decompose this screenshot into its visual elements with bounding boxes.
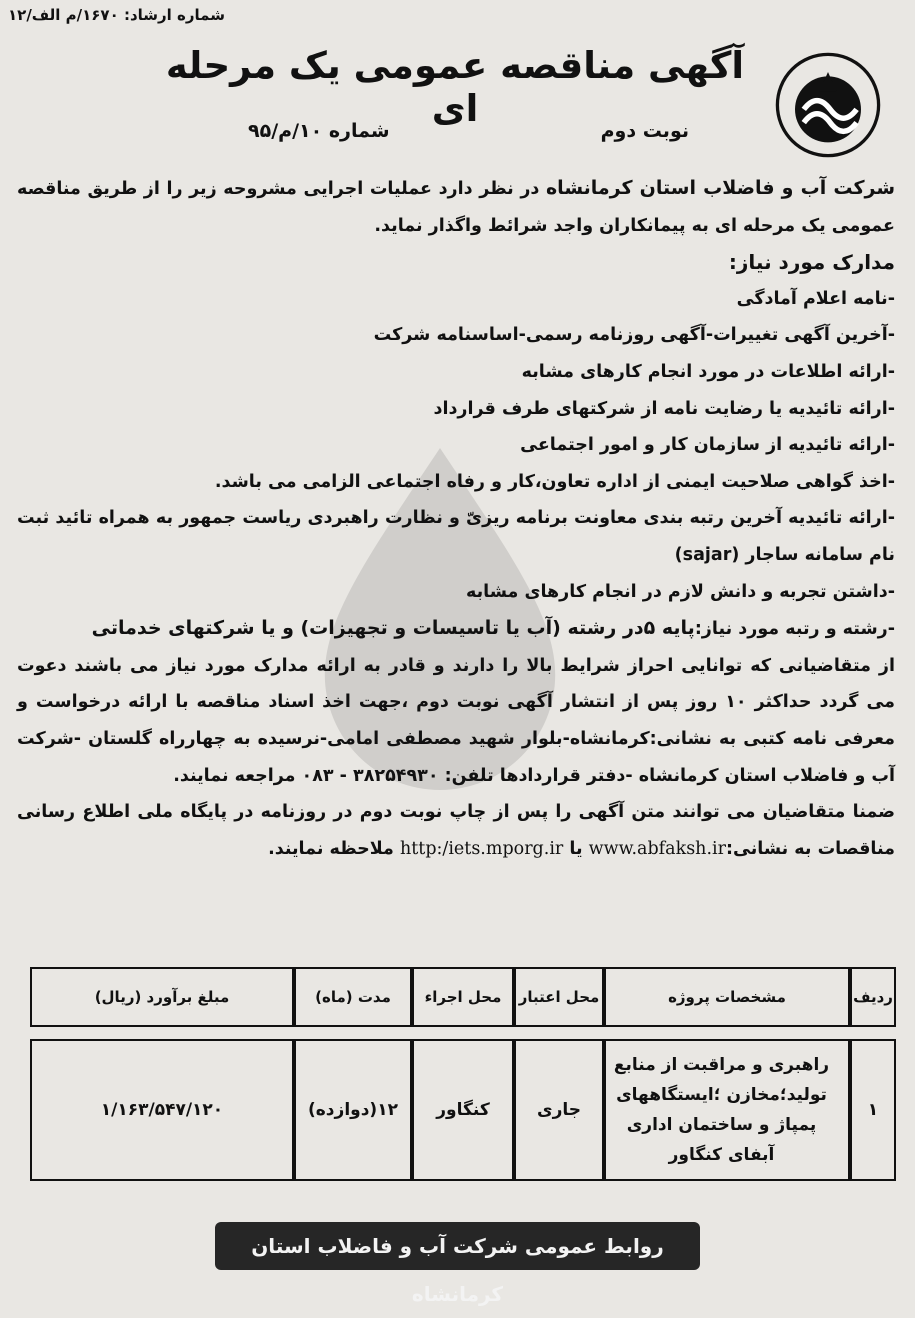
cell-project-spec: راهبری و مراقبت از منابع تولید؛مخازن ؛ایستگاههای پمپاژ و ساختمان اداری آبفای کنگاور bbox=[604, 1039, 850, 1181]
header-project-spec: مشخصات پروژه bbox=[604, 967, 850, 1027]
requirement-item: -ارائه تائیدیه آخرین رتبه بندی معاونت برنامه ریزیّ و نظارت راهبردی ریاست جمهور به همراه تائید ثبت نام سامانه ساجار (sajar) bbox=[17, 508, 895, 565]
header-credit-source: محل اعتبار bbox=[514, 967, 604, 1027]
notice-or: یا bbox=[563, 838, 589, 859]
cell-credit-source: جاری bbox=[514, 1039, 604, 1181]
header-location: محل اجراء bbox=[412, 967, 514, 1027]
notice-end: ملاحظه نمایند. bbox=[268, 838, 400, 859]
header-duration: مدت (ماه) bbox=[294, 967, 412, 1027]
requirement-item: -ارائه اطلاعات در مورد انجام کارهای مشابه bbox=[521, 361, 895, 382]
cell-row-number: ۱ bbox=[850, 1039, 896, 1181]
rank-value: پایه ۵در رشته (آب یا تاسیسات و تجهیزات) و یا شرکتهای خدماتی bbox=[91, 617, 695, 640]
rank-label: -رشته و رتبه مورد نیاز: bbox=[694, 619, 895, 640]
requirement-item: -ارائه تائیدیه از سازمان کار و امور اجتماعی bbox=[520, 435, 895, 456]
cell-location: کنگاور bbox=[412, 1039, 514, 1181]
website-link[interactable]: www.abfaksh.ir bbox=[588, 838, 726, 859]
notice-text: ضمنا متقاضیان می توانند متن آگهی را پس از چاپ نوبت دوم در روزنامه در پایگاه ملی اطلاع رسانی مناقصات به نشانی: bbox=[17, 802, 895, 859]
table-header-row bbox=[30, 967, 896, 1027]
requirement-item: -ارائه تائیدیه یا رضایت نامه از شرکتهای طرف قرارداد bbox=[433, 398, 895, 419]
page-title: آگهی مناقصه عمومی یک مرحله ای bbox=[165, 44, 745, 130]
table-row bbox=[30, 1039, 896, 1181]
registration-number: شماره ارشاد: ۱۶۷۰/م الف/۱۲ bbox=[8, 6, 225, 24]
round-label: نوبت دوم bbox=[600, 120, 689, 142]
intro-paragraph bbox=[17, 170, 895, 244]
tender-number: شماره ۱۰/م/۹۵ bbox=[248, 120, 390, 142]
invitation-paragraph: از متقاضیانی که توانایی احراز شرایط بالا را دارند و قادر به ارائه مدارک مورد نیاز می باشند دعوت می گردد حداکثر ۱۰ روز پس از انتشار آگهی نوبت دوم ،جهت اخذ اسناد مناقصه با ارائه درخواست و معرفی نامه کتبی به نشانی:کرمانشاه-بلوار شهید مصطفی امامی-نرسیده به چهارراه گلستان -شرکت آب و فاضلاب استان کرمانشاه -دفتر قراردادها تلفن: ۳۸۲۵۴۹۳۰ - ۰۸۳ مراجعه نمایند. bbox=[17, 655, 895, 786]
iets-link[interactable]: http:/iets.mporg.ir bbox=[400, 838, 564, 859]
notice-paragraph bbox=[17, 794, 895, 867]
cell-duration: ۱۲(دوازده) bbox=[294, 1039, 412, 1181]
footer-banner: روابط عمومی شرکت آب و فاضلاب استان کرمانشاه bbox=[215, 1222, 700, 1270]
cell-estimated-amount: ۱/۱۶۳/۵۴۷/۱۲۰ bbox=[30, 1039, 294, 1181]
header-estimated-amount: مبلغ برآورد (ریال) bbox=[30, 967, 294, 1027]
rank-line bbox=[17, 610, 895, 648]
notice-body bbox=[17, 170, 895, 867]
requirement-item: -نامه اعلام آمادگی bbox=[736, 288, 895, 309]
requirements-heading: مدارک مورد نیاز: bbox=[728, 250, 895, 275]
intro-text: در نظر دارد عملیات اجرایی مشروحه زیر را از طریق مناقصه عمومی یک مرحله ای به پیمانکاران واجد شرائط واگذار نماید. bbox=[17, 179, 895, 236]
company-name: شرکت آب و فاضلاب استان کرمانشاه bbox=[545, 177, 895, 199]
water-utility-logo-icon bbox=[773, 50, 883, 160]
header-row-number: ردیف bbox=[850, 967, 896, 1027]
requirement-item: -آخرین آگهی تغییرات-آگهی روزنامه رسمی-اساسنامه شرکت bbox=[373, 325, 895, 346]
project-table bbox=[30, 955, 896, 1193]
requirement-item: -اخذ گواهی صلاحیت ایمنی از اداره تعاون،کار و رفاه اجتماعی الزامی می باشد. bbox=[214, 471, 895, 492]
requirement-item: -داشتن تجربه و دانش لازم در انجام کارهای مشابه bbox=[465, 581, 895, 602]
